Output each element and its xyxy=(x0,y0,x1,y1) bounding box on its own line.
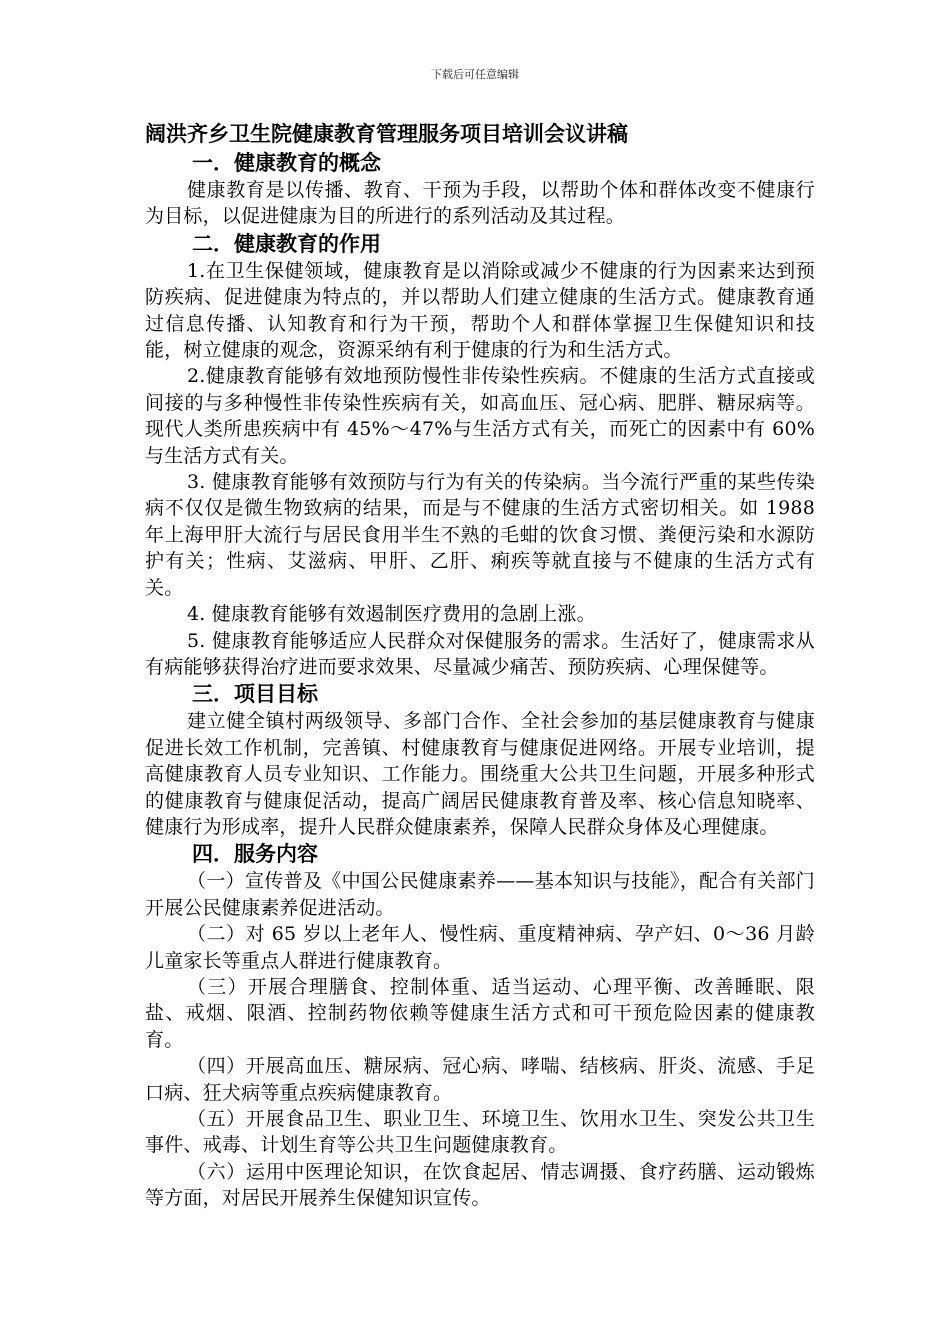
list-item: （六）运用中医理论知识，在饮食起居、情志调摄、食疗药膳、运动锻炼等方面，对居民开展养生保健知识宣传。 xyxy=(145,1160,815,1210)
section-heading-role: 二．健康教育的作用 xyxy=(192,231,381,256)
list-item: （三）开展合理膳食、控制体重、适当运动、心理平衡、改善睡眠、限盐、戒烟、限酒、控制药物依赖等健康生活方式和可干预危险因素的健康教育。 xyxy=(145,975,815,1051)
paragraph: 2.健康教育能够有效地预防慢性非传染性疾病。不健康的生活方式直接或间接的与多种慢性非传染性疾病有关，如高血压、冠心病、肥胖、糖尿病等。现代人类所患疾病中有 45%～47%与生活方式有关，而死亡的因素中有 60%与生活方式有关。 xyxy=(145,365,815,467)
paragraph: 3. 健康教育能够有效预防与行为有关的传染病。当今流行严重的某些传染病不仅仅是微生物致病的结果，而是与不健康的生活方式密切相关。如 1988 年上海甲肝大流行与居民食用半生不熟的毛蚶的饮食习惯、粪便污染和水源防护有关；性病、艾滋病、甲肝、乙肝、痢疾等就直接与不健康的生活方式有关。 xyxy=(145,471,815,599)
list-item: （四）开展高血压、糖尿病、冠心病、哮喘、结核病、肝炎、流感、手足口病、狂犬病等重点疾病健康教育。 xyxy=(145,1055,815,1104)
section-heading-concept: 一．健康教育的概念 xyxy=(192,151,381,175)
header-note: 下载后可任意编辑 xyxy=(431,68,519,81)
list-item: （五）开展食品卫生、职业卫生、环境卫生、饮用水卫生、突发公共卫生事件、戒毒、计划生育等公共卫生问题健康教育。 xyxy=(145,1108,815,1157)
paragraph: 4. 健康教育能够有效遏制医疗费用的急剧上涨。 xyxy=(187,603,596,626)
list-item: （一）宣传普及《中国公民健康素养——基本知识与技能》，配合有关部门开展公民健康素养促进活动。 xyxy=(145,870,815,919)
section-heading-goals: 三．项目目标 xyxy=(192,682,318,707)
paragraph: 1.在卫生保健领域，健康教育是以消除或减少不健康的行为因素来达到预防疾病、促进健康为特点的，并以帮助人们建立健康的生活方式。健康教育通过信息传播、认知教育和行为干预，帮助个人和群体掌握卫生保健知识和技能，树立健康的观念，资源采纳有利于健康的行为和生活方式。 xyxy=(145,259,815,362)
document-body xyxy=(145,120,815,1212)
paragraph: 健康教育是以传播、教育、干预为手段，以帮助个体和群体改变不健康行为目标，以促进健康为目的所进行的系列活动及其过程。 xyxy=(145,179,815,228)
document-title: 阔洪齐乡卫生院健康教育管理服务项目培训会议讲稿 xyxy=(145,122,628,146)
list-item: （二）对 65 岁以上老年人、慢性病、重度精神病、孕产妇、0～36 月龄儿童家长等重点人群进行健康教育。 xyxy=(145,923,815,972)
paragraph: 5. 健康教育能够适应人民群众对保健服务的需求。生活好了，健康需求从有病能够获得治疗进而要求效果、尽量减少痛苦、预防疾病、心理保健等。 xyxy=(145,629,815,678)
paragraph: 建立健全镇村两级领导、多部门合作、全社会参加的基层健康教育与健康促进长效工作机制，完善镇、村健康教育与健康促进网络。开展专业培训，提高健康教育人员专业知识、工作能力。围绕重大公共卫生问题，开展多种形式的健康教育与健康促活动，提高广阔居民健康教育普及率、核心信息知晓率、健康行为形成率，提升人民群众健康素养，保障人民群众身体及心理健康。 xyxy=(145,710,815,838)
section-heading-services: 四．服务内容 xyxy=(192,842,318,867)
